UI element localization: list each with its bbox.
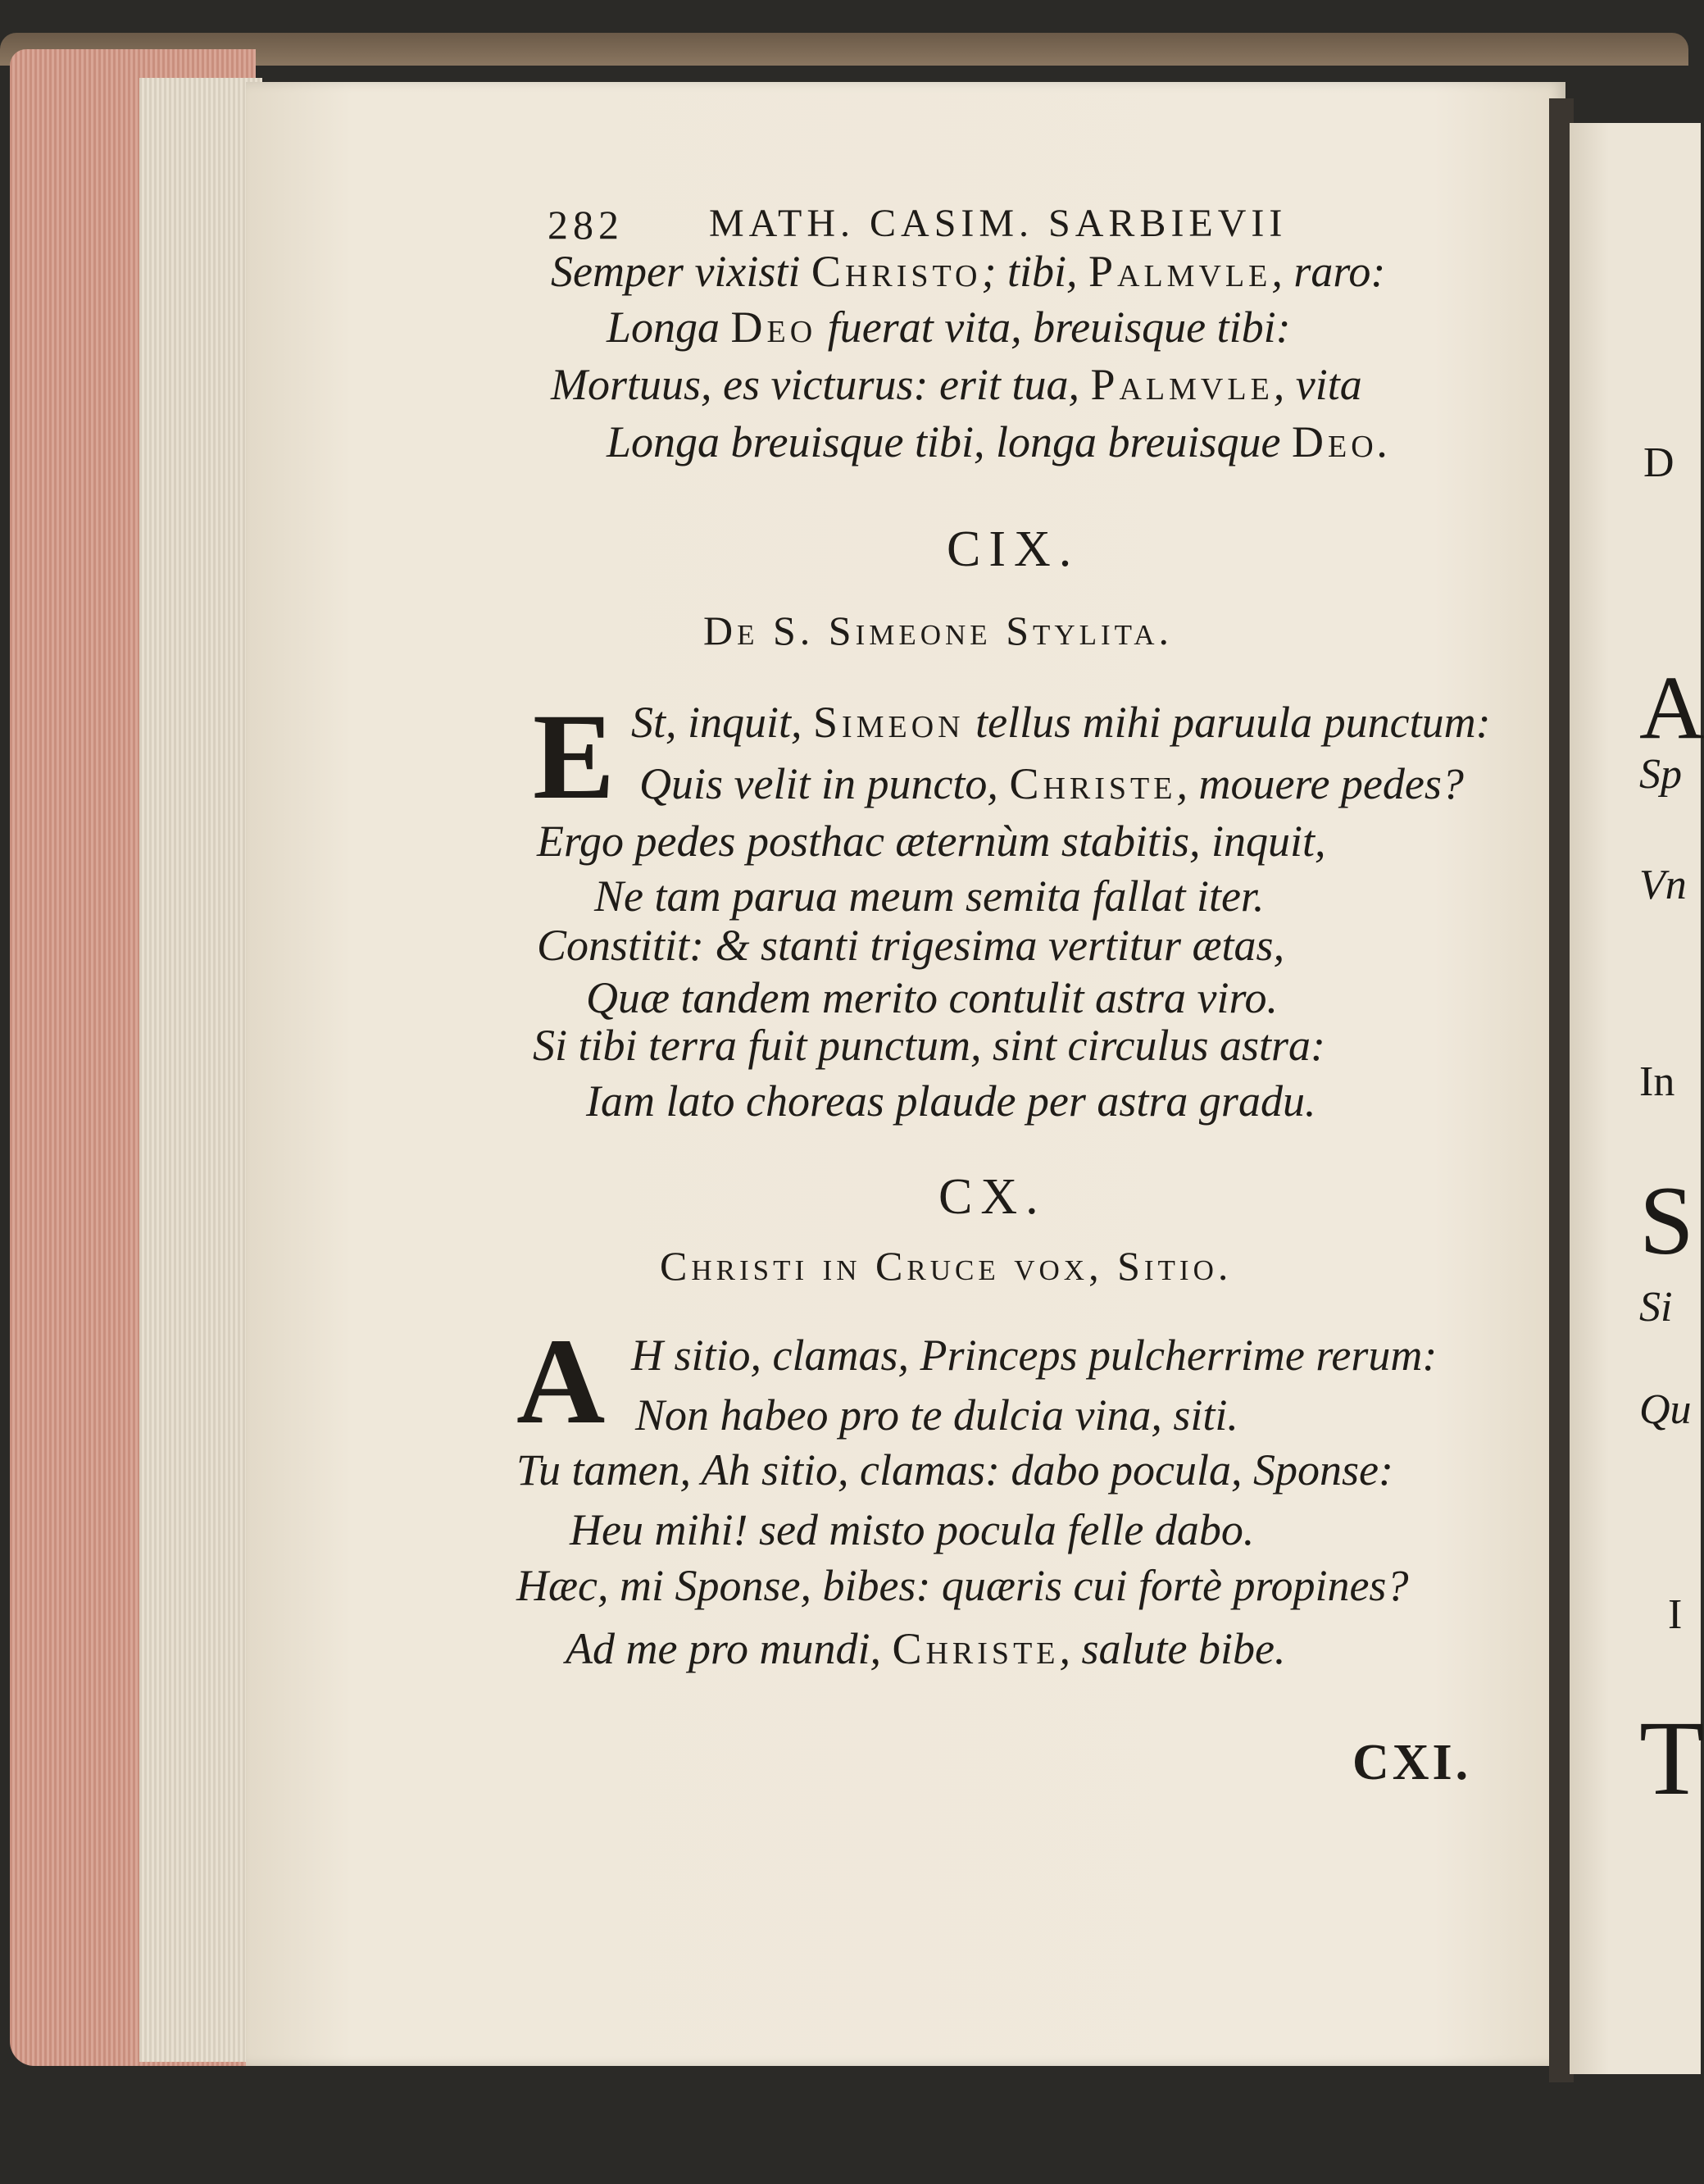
verse-line [516,1560,1408,1611]
verse-line [570,1504,1254,1555]
page-number: 282 [548,202,624,248]
drop-cap-e: E [533,689,616,825]
verse-text: . [1377,417,1389,466]
verse-line [566,1623,1285,1674]
verse-line [537,816,1325,867]
verse-text: Longa [607,303,731,352]
verse-text: Iam lato choreas plaude per astra gradu. [586,1076,1316,1126]
right-page-text-fragment: Qu [1639,1386,1692,1433]
verse-text: Ergo pedes posthac æternùm stabitis, inquit, [537,817,1326,866]
right-page-text-fragment: I [1668,1591,1683,1638]
verse-line [631,1330,1437,1381]
small-caps-name: Deo [1291,417,1378,466]
small-caps-name: Christo [811,247,982,296]
verse-line [607,416,1388,467]
right-page-text-fragment: Vn [1639,862,1687,908]
right-page-text-fragment: A [1639,657,1704,758]
verse-text: , vita [1273,360,1362,409]
poem-number-110: CX. [938,1169,1047,1225]
small-caps-name: Christe [892,1624,1060,1673]
verse-text: , salute bibe. [1059,1624,1286,1673]
verse-text: tellus mihi paruula punctum: [964,698,1491,747]
verse-text: St, inquit, [631,698,814,747]
verse-line [607,302,1291,353]
verse-line [516,1445,1393,1495]
small-caps-name: Palmvle [1088,247,1272,296]
small-caps-name: Simeon [813,698,965,747]
verse-line [537,920,1284,971]
verse-text: Mortuus, es victurus: erit tua, [551,360,1091,409]
verse-text: Si tibi terra fuit punctum, sint circulus astra: [533,1021,1325,1070]
verse-text: Semper vixisti [551,247,811,296]
verse-text: Heu mihi! sed misto pocula felle dabo. [570,1505,1255,1554]
page-stack [139,78,262,2062]
poem-title-110: Christi in Cruce vox, Sitio. [660,1243,1233,1289]
verse-text: Ad me pro mundi, [566,1624,893,1673]
verse-text: Ne tam parua meum semita fallat iter. [594,871,1265,921]
verse-line [594,871,1264,921]
verse-line [586,1076,1315,1126]
running-title: MATH. CASIM. SARBIEVII [709,202,1288,245]
small-caps-name: Deo [730,303,817,352]
verse-text: ; tibi, [981,247,1088,296]
verse-text: Non habeo pro te dulcia vina, siti. [635,1390,1238,1440]
verse-line [533,1020,1325,1071]
verse-line [586,972,1278,1023]
verse-line [635,1390,1238,1440]
verse-line [551,246,1385,297]
right-page-text-fragment: S [1639,1166,1694,1275]
verse-text: Hæc, mi Sponse, bibes: quæris cui fortè propines? [516,1561,1409,1610]
drop-cap-a: A [516,1313,606,1449]
verse-text: Tu tamen, Ah sitio, clamas: dabo pocula, Sponse: [516,1445,1393,1495]
right-page-text-fragment: T [1639,1699,1704,1818]
right-page-text-fragment: Sp [1639,751,1682,798]
right-page-text-fragment: D [1643,439,1674,486]
verse-line [639,758,1464,809]
next-poem-number: CXI. [1352,1735,1472,1790]
verse-text: H sitio, clamas, Princeps pulcherrime rerum: [631,1331,1438,1380]
verse-line [631,697,1491,748]
verse-text: Constitit: & stanti trigesima vertitur ætas, [537,921,1285,970]
small-caps-name: Palmvle [1090,360,1274,409]
verse-line [551,359,1362,410]
poem-number-109: CIX. [947,521,1080,577]
small-caps-name: Christe [1009,759,1177,808]
verse-text: Longa breuisque tibi, longa breuisque [607,417,1292,466]
verse-text: , mouere pedes? [1176,759,1464,808]
right-page-text-fragment: Si [1639,1284,1673,1331]
verse-text: Quis velit in puncto, [639,759,1010,808]
verse-text: fuerat vita, breuisque tibi: [816,303,1291,352]
verse-text: Quæ tandem merito contulit astra viro. [586,973,1278,1022]
verse-text: , raro: [1271,247,1386,296]
right-page-text-fragment: In [1639,1058,1675,1105]
poem-title-109: De S. Simeone Stylita. [703,607,1174,653]
